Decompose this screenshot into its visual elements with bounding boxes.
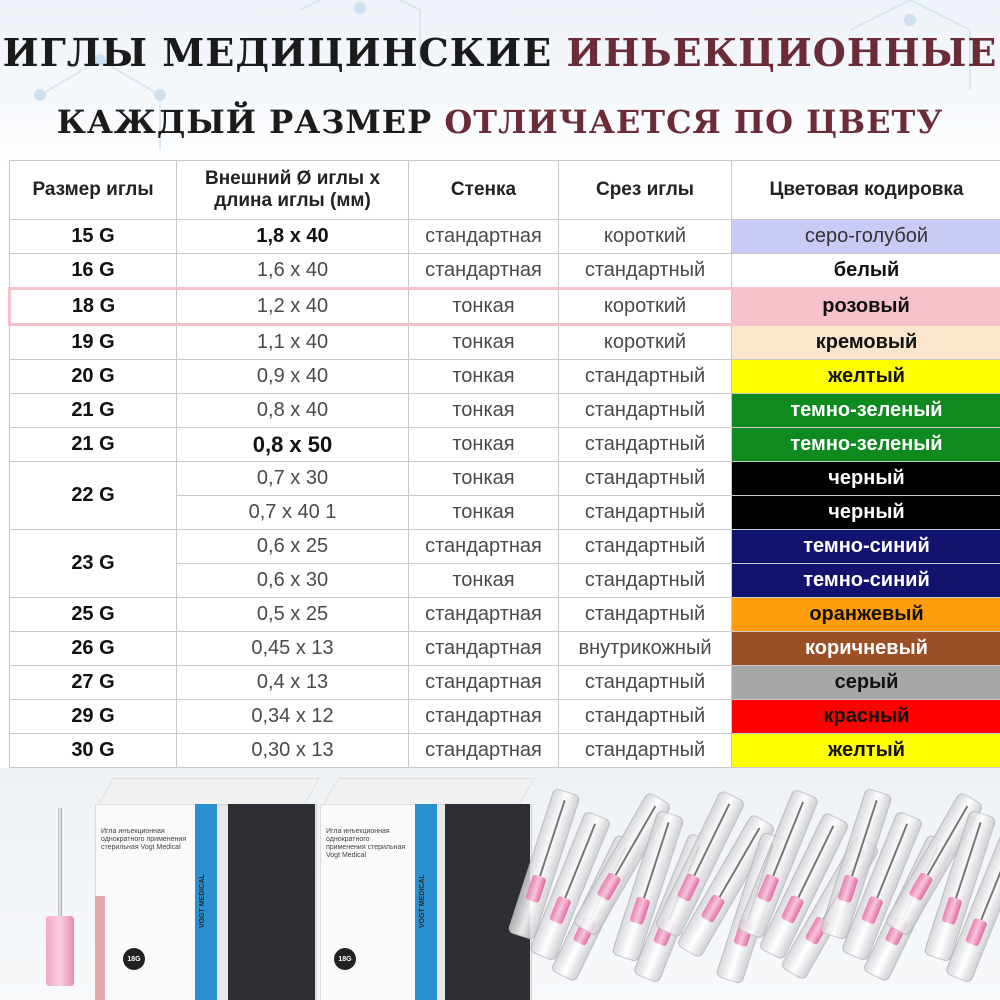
product-box-2: [320, 778, 545, 1000]
wall-cell: тонкая: [409, 360, 559, 394]
gauge-cell: 16 G: [10, 254, 177, 289]
cut-cell: стандартный: [559, 598, 732, 632]
table-row: [10, 289, 1000, 325]
gauge-cell: 15 G: [10, 220, 177, 254]
wall-cell: стандартная: [409, 666, 559, 700]
color-code-cell: серо-голубой: [732, 220, 1000, 254]
wall-cell: тонкая: [409, 564, 559, 598]
cut-cell: стандартный: [559, 564, 732, 598]
dimensions-cell: 1,2 x 40: [177, 289, 409, 325]
subtitle-part-2: ОТЛИЧАЕТСЯ ПО ЦВЕТУ: [444, 103, 944, 141]
gauge-cell: 19 G: [10, 325, 177, 360]
color-code-cell: коричневый: [732, 632, 1000, 666]
dimensions-cell: 1,1 x 40: [177, 325, 409, 360]
wall-cell: тонкая: [409, 394, 559, 428]
table-row: [10, 394, 1000, 428]
dimensions-cell: 0,8 x 50: [177, 428, 409, 462]
table-row: [10, 700, 1000, 734]
color-code-cell: розовый: [732, 289, 1000, 325]
brand-logo: VOGT MEDICAL: [199, 874, 206, 928]
dimensions-cell: 0,6 x 30: [177, 564, 409, 598]
wall-cell: стандартная: [409, 632, 559, 666]
page-title: [0, 30, 1000, 75]
table-row: [10, 325, 1000, 360]
cut-cell: стандартный: [559, 666, 732, 700]
wall-cell: стандартная: [409, 598, 559, 632]
color-code-cell: серый: [732, 666, 1000, 700]
header-dimensions: Внешний Ø иглы x длина иглы (мм): [177, 161, 409, 220]
dimensions-cell: 0,8 x 40: [177, 394, 409, 428]
dimensions-cell: 0,30 x 13: [177, 734, 409, 768]
dimensions-cell: 0,34 x 12: [177, 700, 409, 734]
gauge-cell: 20 G: [10, 360, 177, 394]
cut-cell: внутрикожный: [559, 632, 732, 666]
dimensions-cell: 0,5 x 25: [177, 598, 409, 632]
color-code-cell: черный: [732, 462, 1000, 496]
table-row: [10, 530, 1000, 564]
wall-cell: тонкая: [409, 496, 559, 530]
box-description: Игла инъекционная однократного применения стерильная Vogt Medical: [101, 828, 187, 851]
color-code-cell: темно-зеленый: [732, 428, 1000, 462]
color-code-cell: белый: [732, 254, 1000, 289]
brand-logo: VOGT MEDICAL: [419, 874, 426, 928]
table-row: [10, 598, 1000, 632]
header-color-code: Цветовая кодировка: [732, 161, 1000, 220]
wall-cell: тонкая: [409, 428, 559, 462]
needle-shaft-graphic: [58, 808, 62, 918]
color-code-cell: темно-синий: [732, 530, 1000, 564]
wall-cell: стандартная: [409, 254, 559, 289]
cut-cell: стандартный: [559, 700, 732, 734]
color-code-cell: желтый: [732, 360, 1000, 394]
cut-cell: стандартный: [559, 428, 732, 462]
gauge-cell: 29 G: [10, 700, 177, 734]
wall-cell: стандартная: [409, 734, 559, 768]
gauge-cell: 27 G: [10, 666, 177, 700]
title-part-1: ИГЛЫ МЕДИЦИНСКИЕ: [2, 30, 553, 75]
gauge-cell: 22 G: [10, 462, 177, 530]
dimensions-cell: 0,6 x 25: [177, 530, 409, 564]
header-size: Размер иглы: [10, 161, 177, 220]
cut-cell: короткий: [559, 289, 732, 325]
wall-cell: стандартная: [409, 700, 559, 734]
color-code-cell: темно-зеленый: [732, 394, 1000, 428]
color-code-cell: красный: [732, 700, 1000, 734]
size-badge: 18G: [334, 948, 356, 970]
dimensions-cell: 1,6 x 40: [177, 254, 409, 289]
size-badge: 18G: [123, 948, 145, 970]
gauge-cell: 21 G: [10, 394, 177, 428]
cut-cell: стандартный: [559, 496, 732, 530]
product-photo: [0, 768, 1000, 1000]
dimensions-cell: 0,9 x 40: [177, 360, 409, 394]
cut-cell: короткий: [559, 325, 732, 360]
table-header-row: [10, 161, 1000, 220]
subtitle-part-1: КАЖДЫЙ РАЗМЕР: [56, 103, 433, 141]
gauge-cell: 25 G: [10, 598, 177, 632]
dimensions-cell: 0,4 x 13: [177, 666, 409, 700]
gauge-cell: 21 G: [10, 428, 177, 462]
wall-cell: стандартная: [409, 220, 559, 254]
wall-cell: тонкая: [409, 462, 559, 496]
table-row: [10, 462, 1000, 496]
header-wall: Стенка: [409, 161, 559, 220]
cut-cell: стандартный: [559, 360, 732, 394]
title-part-2: ИНЬЕКЦИОННЫЕ: [566, 30, 998, 75]
table-row: [10, 666, 1000, 700]
gauge-cell: 18 G: [10, 289, 177, 325]
dimensions-cell: 0,7 x 40 1: [177, 496, 409, 530]
cut-cell: короткий: [559, 220, 732, 254]
wall-cell: стандартная: [409, 530, 559, 564]
gauge-cell: 30 G: [10, 734, 177, 768]
color-code-cell: черный: [732, 496, 1000, 530]
color-code-cell: темно-синий: [732, 564, 1000, 598]
needle-packages-pile: [520, 768, 1000, 1000]
page-subtitle: [0, 103, 1000, 141]
color-code-cell: кремовый: [732, 325, 1000, 360]
wall-cell: тонкая: [409, 289, 559, 325]
table-row: [10, 428, 1000, 462]
table-row: [10, 254, 1000, 289]
gauge-cell: 23 G: [10, 530, 177, 598]
table-row: [10, 734, 1000, 768]
table-row: [10, 360, 1000, 394]
dimensions-cell: 1,8 x 40: [177, 220, 409, 254]
color-code-cell: оранжевый: [732, 598, 1000, 632]
cut-cell: стандартный: [559, 394, 732, 428]
product-box-1: [95, 778, 320, 1000]
box-description: Игла инъекционная однократного применения стерильная Vogt Medical: [326, 828, 406, 859]
cut-cell: стандартный: [559, 530, 732, 564]
wall-cell: тонкая: [409, 325, 559, 360]
cut-cell: стандартный: [559, 462, 732, 496]
header-cut: Срез иглы: [559, 161, 732, 220]
color-code-cell: желтый: [732, 734, 1000, 768]
gauge-cell: 26 G: [10, 632, 177, 666]
needle-size-table: [8, 160, 1000, 768]
cut-cell: стандартный: [559, 734, 732, 768]
cut-cell: стандартный: [559, 254, 732, 289]
dimensions-cell: 0,7 x 30: [177, 462, 409, 496]
needle-hub-graphic: [46, 916, 74, 986]
table-row: [10, 632, 1000, 666]
dimensions-cell: 0,45 x 13: [177, 632, 409, 666]
table-row: [10, 220, 1000, 254]
